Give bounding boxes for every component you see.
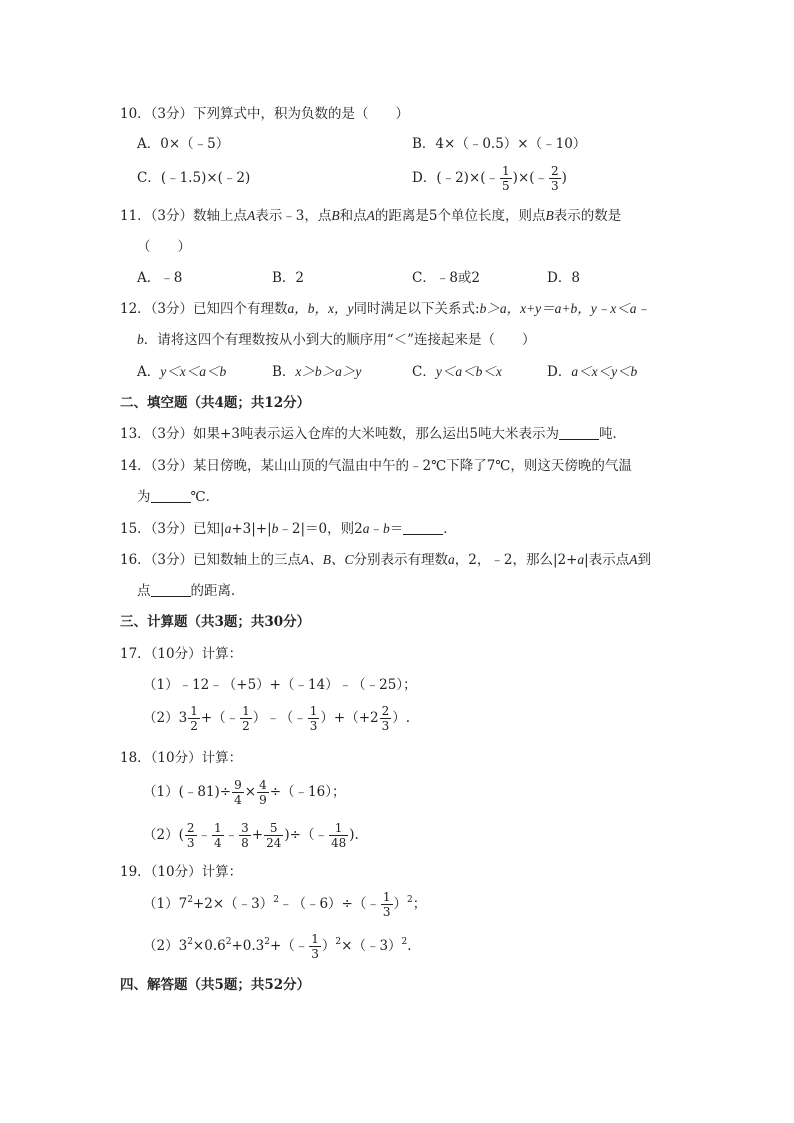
answer-blank [151, 582, 191, 597]
fraction: $\frac{2}{3}$ [551, 164, 559, 193]
answer-blank [151, 488, 191, 503]
q17-stem: 17．（10分）计算： [120, 646, 243, 662]
q13: 13．（3分）如果+3吨表示运入仓库的大米吨数，那么运出5吨大米表示为 吨． [120, 426, 627, 442]
fraction: $\frac{4}{9}$ [259, 778, 267, 807]
q11-option-c: C．﹣8或2 [412, 270, 481, 286]
q11-option-a: A．﹣8 [137, 270, 183, 286]
section-heading-fill-in: 二、填空题（共4题；共12分） [120, 395, 311, 411]
fraction: $\frac{1}{3}$ [382, 890, 391, 919]
q18-stem: 18．（10分）计算： [120, 750, 243, 766]
q15: 15．（3分）已知|a+3|+|b﹣2|＝0，则2a﹣b＝ ． [120, 521, 457, 537]
section-heading-answer: 四、解答题（共5题；共52分） [120, 977, 311, 993]
fraction: $\frac{1}{2}$ [190, 704, 198, 733]
q12-option-c: C．y＜a＜b＜x [412, 364, 502, 380]
q19-part2: $(2)3^2\times 0.6^2+0.3^2+(﹣$ $\frac{1}{3}$ ）$^2$×（﹣3）$^2$. [143, 932, 412, 961]
q10-option-c: C．(﹣1.5)×(﹣2) [137, 170, 251, 186]
q12-stem: 12．（3分）已知四个有理数a，b，x，y同时满足以下关系式:b＞a，x+y＝a+b，y﹣x＜a﹣ [120, 301, 651, 317]
q12-option-b: B．x＞b＞a＞y [272, 364, 362, 380]
q19-part1: $(1)7^2+2\times(﹣3)^2﹣(﹣6)\div(﹣$ $\frac{1}{3}$ ）$^2$； [143, 890, 427, 919]
fraction: $\frac{1}{48}$ [330, 821, 347, 850]
fraction: $\frac{1}{5}$ [502, 164, 510, 193]
answer-blank [559, 425, 599, 440]
q17-part2: （2）3 $\frac{1}{2}$ +（﹣ $\frac{1}{2}$ ）﹣（﹣ $\frac{1}{3}$ ）+（+2 $\frac{2}{3}$ ）. [143, 704, 411, 733]
q16-line2: 点 的距离． [137, 583, 245, 599]
q10-option-a: A．0×（﹣5） [137, 136, 230, 152]
fraction: $\frac{9}{4}$ [234, 778, 242, 807]
q11-answer-paren: （ ） [137, 239, 191, 255]
q11-option-b: B．2 [272, 270, 305, 286]
fraction: $\frac{1}{3}$ [309, 704, 318, 733]
q11-option-d: D．8 [547, 270, 580, 286]
q10-option-b: B．4×（﹣0.5）×（﹣10） [412, 136, 587, 152]
q11-stem: 11．（3分）数轴上点A表示﹣3，点B和点A的距离是5个单位长度，则点B表示的数是 [120, 208, 622, 224]
q10-option-d: D．(﹣2)×(﹣ $\frac{1}{5}$ )×(﹣ $\frac{2}{3}$ ) [412, 164, 567, 193]
q18-part2: （2）( $\frac{2}{3}$ ﹣ $\frac{1}{4}$ ﹣ $\frac{3}{8}$ + $\frac{5}{24}$ )÷（﹣ $\frac{1}{48}$ ). [143, 821, 359, 850]
fraction: $\frac{1}{3}$ [311, 932, 319, 961]
q16: 16．（3分）已知数轴上的三点A、B、C分别表示有理数a，2，﹣2，那么|2+a|表示点A到 [120, 552, 651, 568]
q12-option-a: A．y＜x＜a＜b [137, 364, 227, 380]
fraction: $\frac{5}{24}$ [266, 821, 282, 850]
q18-part1: （1）(﹣81)÷ $\frac{9}{4}$ × $\frac{4}{9}$ ÷（﹣16）； [143, 778, 346, 807]
section-heading-calculation: 三、计算题（共3题；共30分） [120, 614, 311, 630]
answer-blank [403, 520, 443, 535]
q12-option-d: D．a＜x＜y＜b [547, 364, 638, 380]
fraction: $\frac{2}{3}$ [186, 821, 195, 850]
q10-stem: 10．（3分）下列算式中，积为负数的是（ ） [120, 106, 410, 122]
q19-stem: 19．（10分）计算： [120, 864, 243, 880]
fraction: $\frac{1}{4}$ [214, 821, 222, 850]
fraction: $\frac{1}{2}$ [242, 704, 250, 733]
q12-stem-line2: b．请将这四个有理数按从小到大的顺序用“＜”连接起来是（ ） [137, 332, 536, 348]
fraction: $\frac{2}{3}$ [381, 704, 390, 733]
q17-part1: （1）﹣12﹣（+5）+（﹣14）﹣（﹣25）； [143, 677, 417, 693]
q14: 14．（3分）某日傍晚，某山山顶的气温由中午的﹣2℃下降了7℃，则这天傍晚的气温 [120, 458, 632, 474]
q14-line2: 为 ℃． [137, 489, 220, 505]
fraction: $\frac{3}{8}$ [241, 821, 249, 850]
